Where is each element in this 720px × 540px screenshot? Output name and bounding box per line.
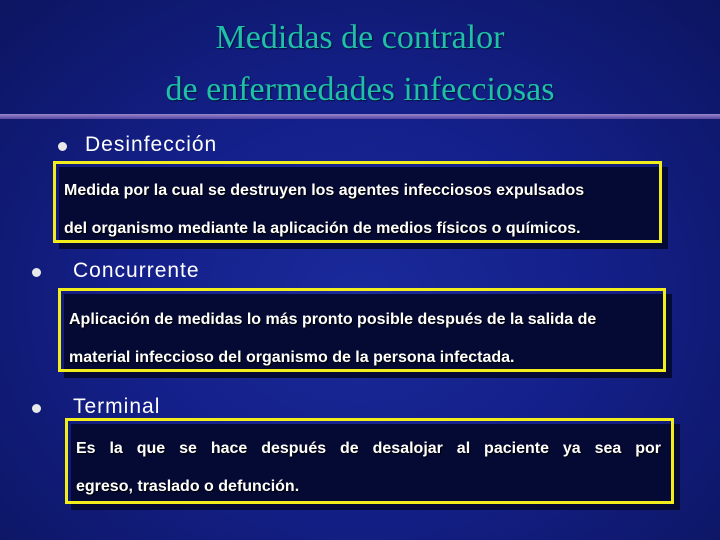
heading-concurrente: Concurrente <box>73 259 200 282</box>
title-divider <box>0 114 720 119</box>
definition-box-concurrente <box>58 288 666 372</box>
definition-line: Es la que se hace después de desalojar al paciente ya sea por <box>76 440 661 457</box>
definition-line: Aplicación de medidas lo más pronto posible después de la salida de <box>69 311 597 328</box>
definition-line: material infeccioso del organismo de la persona infectada. <box>69 349 515 366</box>
heading-terminal: Terminal <box>73 395 161 418</box>
title-line-1: Medidas de contralor <box>215 19 505 56</box>
definition-line: del organismo mediante la aplicación de medios físicos o químicos. <box>64 220 581 237</box>
definition-box-terminal <box>65 418 674 504</box>
definition-line: Medida por la cual se destruyen los agentes infecciosos expulsados <box>64 182 585 199</box>
bullet-icon <box>32 404 41 413</box>
bullet-icon <box>32 268 41 277</box>
title-line-2: de enfermedades infecciosas <box>165 71 555 108</box>
heading-desinfeccion: Desinfección <box>85 133 218 156</box>
definition-line: egreso, traslado o defunción. <box>76 478 300 495</box>
definition-box-desinfeccion <box>53 161 662 243</box>
bullet-icon <box>58 142 67 151</box>
